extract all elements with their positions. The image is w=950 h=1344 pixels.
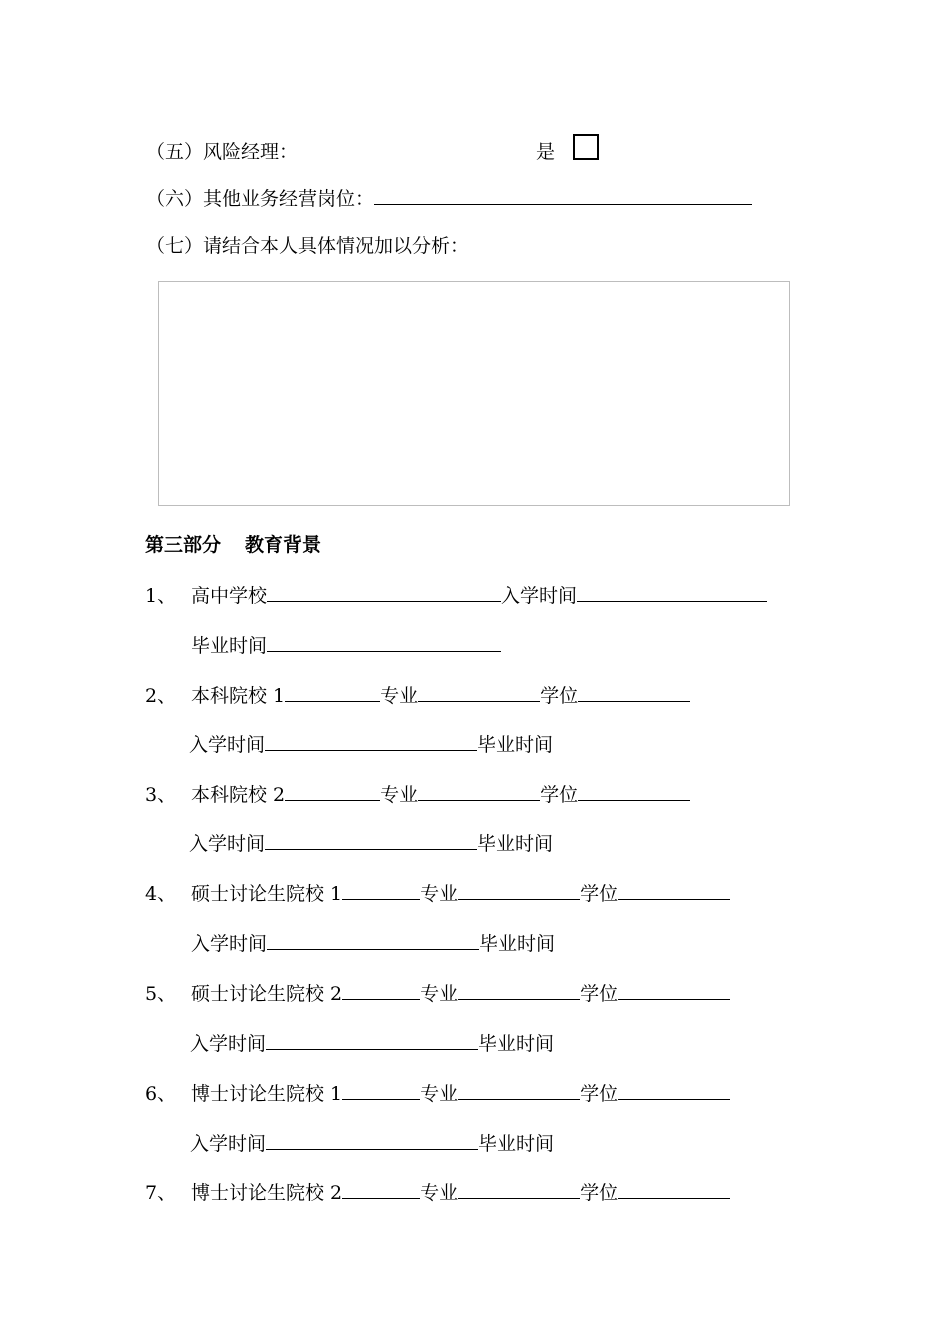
edu-degree-label-2: 学位 bbox=[540, 685, 579, 707]
edu-school-label-3: 本科院校 2 bbox=[191, 784, 286, 806]
edu-graduate-label-3: 毕业时间 bbox=[477, 833, 554, 855]
other-position-label: （六）其他业务经营岗位： bbox=[146, 188, 375, 210]
edu-degree-blank-6[interactable] bbox=[618, 1080, 730, 1100]
edu-major-label-4: 专业 bbox=[420, 883, 459, 905]
risk-manager-yes-checkbox[interactable] bbox=[573, 134, 599, 160]
edu-school-label-7: 博士讨论生院校 2 bbox=[191, 1182, 343, 1204]
edu-num-5: 5、 bbox=[145, 983, 177, 1005]
edu-school-label-1: 高中学校 bbox=[191, 585, 268, 607]
edu-enroll-blank-1[interactable] bbox=[577, 582, 767, 602]
section-title-name: 教育背景 bbox=[245, 534, 322, 556]
other-position-blank[interactable] bbox=[374, 185, 752, 205]
edu-school-blank-6[interactable] bbox=[342, 1080, 420, 1100]
edu-major-blank-5[interactable] bbox=[458, 980, 580, 1000]
edu-row-5b bbox=[190, 1030, 554, 1056]
edu-row-2b bbox=[189, 731, 553, 757]
edu-school-blank-5[interactable] bbox=[342, 980, 420, 1000]
edu-school-label-2: 本科院校 1 bbox=[191, 685, 286, 707]
edu-row-1 bbox=[145, 582, 767, 608]
edu-enroll-label-4: 入学时间 bbox=[191, 933, 268, 955]
other-position-row bbox=[146, 185, 752, 211]
edu-row-6 bbox=[145, 1080, 730, 1106]
edu-school-blank-2[interactable] bbox=[285, 682, 380, 702]
edu-enroll-blank-3[interactable] bbox=[265, 830, 477, 850]
edu-num-3: 3、 bbox=[145, 784, 177, 806]
risk-manager-label: （五）风险经理： bbox=[146, 141, 299, 163]
edu-graduate-blank-1[interactable] bbox=[267, 632, 501, 652]
edu-row-3b bbox=[189, 830, 553, 856]
edu-degree-blank-7[interactable] bbox=[618, 1179, 730, 1199]
edu-enroll-blank-2[interactable] bbox=[265, 731, 477, 751]
edu-num-7: 7、 bbox=[145, 1182, 177, 1204]
edu-degree-blank-5[interactable] bbox=[618, 980, 730, 1000]
edu-row-4 bbox=[145, 880, 730, 906]
risk-manager-yes-label: 是 bbox=[536, 141, 556, 163]
edu-enroll-label-5: 入学时间 bbox=[190, 1033, 267, 1055]
edu-enroll-label-1: 入学时间 bbox=[501, 585, 578, 607]
edu-num-4: 4、 bbox=[145, 883, 177, 905]
edu-enroll-label-2: 入学时间 bbox=[189, 734, 266, 756]
edu-school-label-5: 硕士讨论生院校 2 bbox=[191, 983, 343, 1005]
edu-school-blank-1[interactable] bbox=[267, 582, 501, 602]
edu-row-4b bbox=[191, 930, 555, 956]
edu-enroll-blank-6[interactable] bbox=[266, 1130, 478, 1150]
edu-degree-label-3: 学位 bbox=[540, 784, 579, 806]
edu-school-blank-3[interactable] bbox=[285, 781, 380, 801]
edu-row-5 bbox=[145, 980, 730, 1006]
edu-num-2: 2、 bbox=[145, 685, 177, 707]
edu-major-label-2: 专业 bbox=[380, 685, 419, 707]
edu-row-6b bbox=[190, 1130, 554, 1156]
edu-school-label-6: 博士讨论生院校 1 bbox=[191, 1083, 343, 1105]
edu-major-blank-2[interactable] bbox=[418, 682, 540, 702]
edu-graduate-label-1: 毕业时间 bbox=[191, 635, 268, 657]
edu-enroll-label-3: 入学时间 bbox=[189, 833, 266, 855]
edu-major-blank-6[interactable] bbox=[458, 1080, 580, 1100]
edu-degree-label-5: 学位 bbox=[580, 983, 619, 1005]
edu-graduate-label-4: 毕业时间 bbox=[479, 933, 556, 955]
edu-enroll-blank-5[interactable] bbox=[266, 1030, 478, 1050]
edu-row-1b bbox=[191, 632, 501, 658]
section-title-part: 第三部分 bbox=[145, 534, 222, 556]
edu-row-2 bbox=[145, 682, 690, 708]
edu-degree-label-6: 学位 bbox=[580, 1083, 619, 1105]
edu-major-label-5: 专业 bbox=[420, 983, 459, 1005]
edu-row-7 bbox=[145, 1179, 730, 1205]
edu-degree-blank-2[interactable] bbox=[578, 682, 690, 702]
edu-num-1: 1、 bbox=[145, 585, 177, 607]
edu-major-blank-3[interactable] bbox=[418, 781, 540, 801]
edu-graduate-label-5: 毕业时间 bbox=[478, 1033, 555, 1055]
edu-graduate-label-2: 毕业时间 bbox=[477, 734, 554, 756]
section-title bbox=[145, 533, 321, 557]
edu-major-label-3: 专业 bbox=[380, 784, 419, 806]
edu-major-blank-4[interactable] bbox=[458, 880, 580, 900]
edu-school-label-4: 硕士讨论生院校 1 bbox=[191, 883, 343, 905]
edu-major-blank-7[interactable] bbox=[458, 1179, 580, 1199]
edu-degree-blank-4[interactable] bbox=[618, 880, 730, 900]
edu-degree-blank-3[interactable] bbox=[578, 781, 690, 801]
edu-school-blank-7[interactable] bbox=[342, 1179, 420, 1199]
edu-degree-label-7: 学位 bbox=[580, 1182, 619, 1204]
analysis-label: （七）请结合本人具体情况加以分析： bbox=[146, 235, 470, 257]
edu-graduate-label-6: 毕业时间 bbox=[478, 1133, 555, 1155]
analysis-answer-box[interactable] bbox=[158, 281, 790, 506]
edu-school-blank-4[interactable] bbox=[342, 880, 420, 900]
edu-row-3 bbox=[145, 781, 690, 807]
edu-num-6: 6、 bbox=[145, 1083, 177, 1105]
edu-enroll-label-6: 入学时间 bbox=[190, 1133, 267, 1155]
edu-major-label-6: 专业 bbox=[420, 1083, 459, 1105]
edu-enroll-blank-4[interactable] bbox=[267, 930, 479, 950]
edu-degree-label-4: 学位 bbox=[580, 883, 619, 905]
edu-major-label-7: 专业 bbox=[420, 1182, 459, 1204]
